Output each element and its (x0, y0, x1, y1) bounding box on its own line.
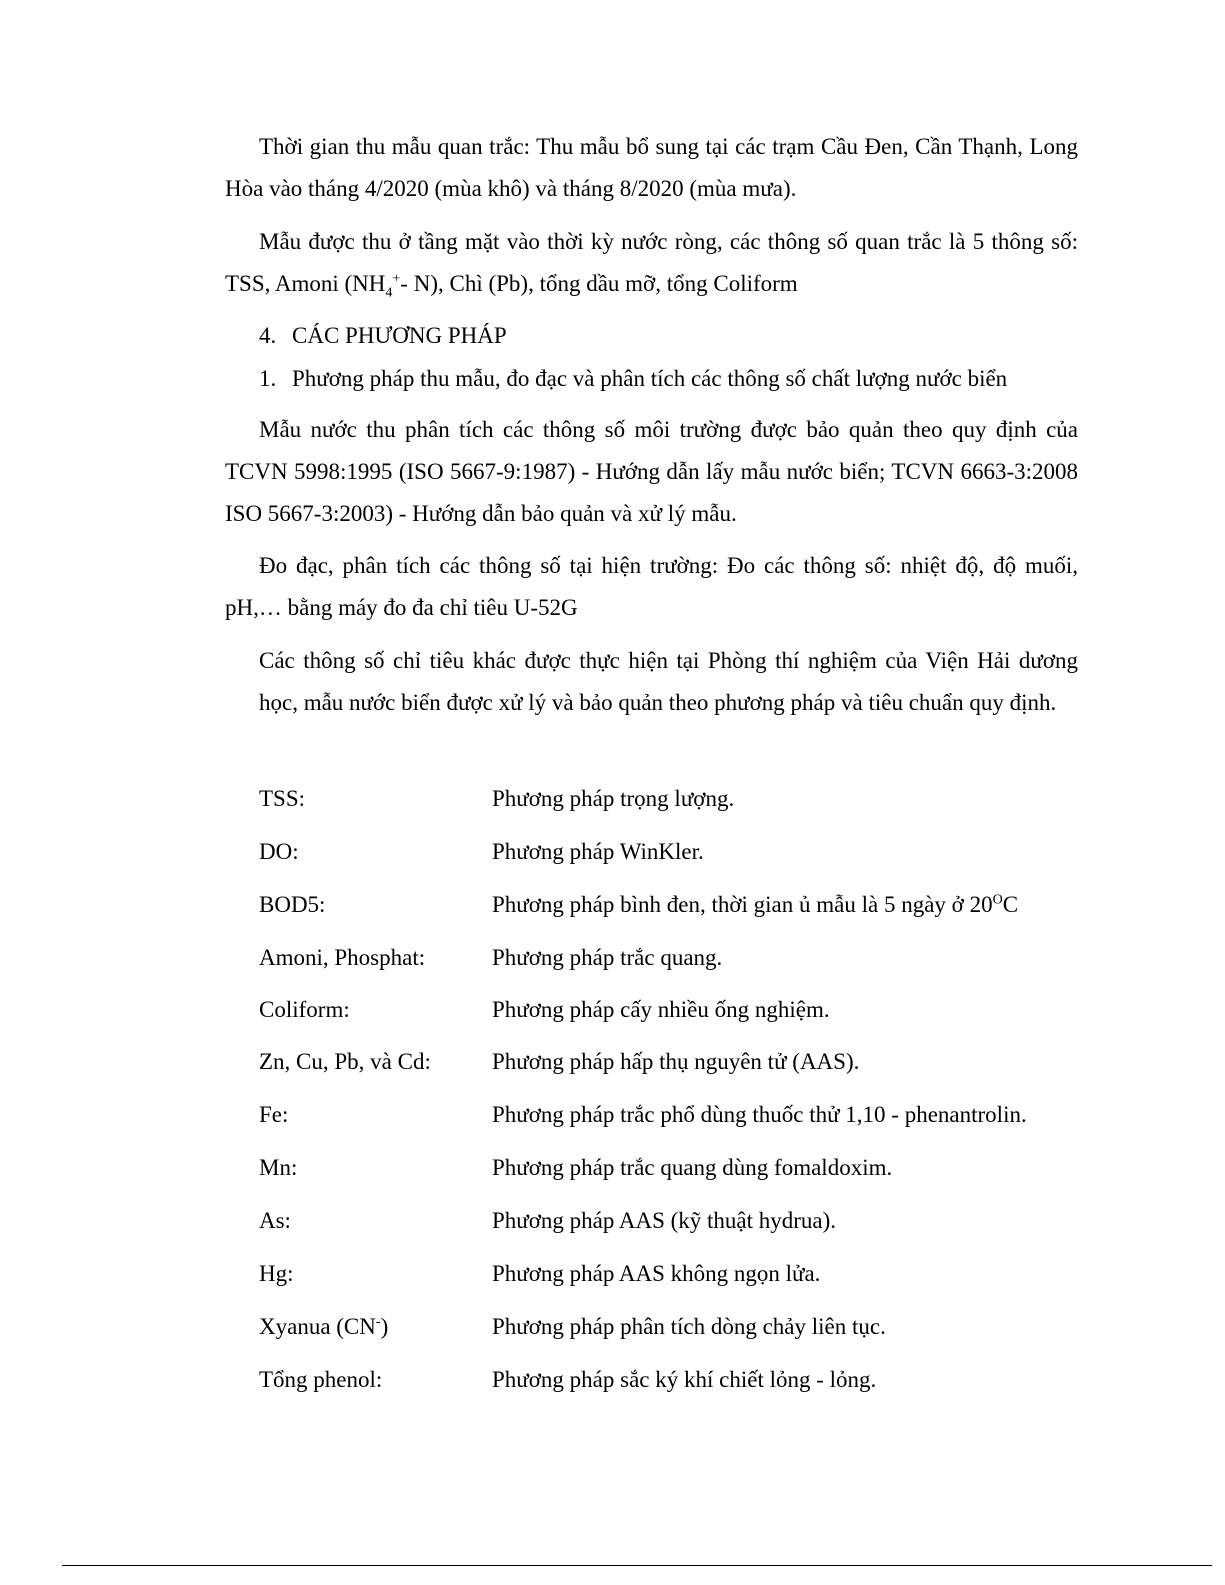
method-description: Phương pháp sắc ký khí chiết lỏng - lỏng. (492, 1367, 877, 1392)
subsection-title: Phương pháp thu mẫu, đo đạc và phân tích các thông số chất lượng nước biển (292, 366, 1008, 391)
superscript: O (992, 892, 1003, 908)
section-title: CÁC PHƯƠNG PHÁP (292, 323, 507, 348)
method-description: Phương pháp AAS (kỹ thuật hydrua). (492, 1208, 837, 1233)
subscript: 4 (385, 285, 393, 301)
parameter-text: Xyanua (CN (259, 1314, 376, 1339)
section-number: 4. (259, 323, 277, 348)
paragraph-text: Đo đạc, phân tích các thông số tại hiện trường: Đo các thông số: nhiệt độ, độ muối, pH,… bằng máy đo đa chỉ tiêu U-52G (225, 553, 1078, 620)
method-parameter: Mn: (259, 1155, 298, 1180)
method-description (492, 890, 1018, 920)
method-description: Phương pháp trắc quang. (492, 945, 723, 970)
superscript: + (392, 271, 401, 287)
paragraph-text: - N), Chì (Pb), tổng dầu mỡ, tổng Coliform (400, 271, 798, 296)
method-parameter: As: (259, 1208, 291, 1233)
section-heading (259, 321, 507, 351)
paragraph-lab-analysis (259, 640, 1078, 724)
method-parameter: Amoni, Phosphat: (259, 945, 426, 970)
paragraph-text: Mẫu được thu ở tầng mặt vào thời kỳ nước ròng, các thông số quan trắc là 5 thông số: TSS, Amoni (NH (225, 229, 1078, 296)
method-parameter (259, 1312, 388, 1342)
method-description: Phương pháp trọng lượng. (492, 786, 735, 811)
method-parameter: Fe: (259, 1102, 289, 1127)
paragraph-preservation (225, 409, 1078, 535)
method-text: Phương pháp bình đen, thời gian ủ mẫu là 5 ngày ở 20 (492, 892, 993, 917)
method-parameter: Hg: (259, 1261, 294, 1286)
paragraph-text: Các thông số chỉ tiêu khác được thực hiện tại Phòng thí nghiệm của Viện Hải dương học, mẫu nước biển được xử lý và bảo quản theo phương pháp và tiêu chuẩn quy định. (259, 648, 1078, 715)
page-bottom-rule (62, 1565, 1212, 1566)
method-parameter: DO: (259, 839, 299, 864)
paragraph-sampling-params (225, 221, 1078, 305)
subsection-heading (259, 364, 1007, 394)
method-text-tail: C (1002, 892, 1019, 917)
method-parameter: Zn, Cu, Pb, và Cd: (259, 1049, 431, 1074)
method-description: Phương pháp WinKler. (492, 839, 704, 864)
paragraph-text: Thời gian thu mẫu quan trắc: Thu mẫu bổ sung tại các trạm Cầu Đen, Cần Thạnh, Long Hòa vào tháng 4/2020 (mùa khô) và tháng 8/2020 (mùa mưa). (225, 134, 1078, 201)
method-parameter: Coliform: (259, 997, 350, 1022)
method-description: Phương pháp cấy nhiều ống nghiệm. (492, 997, 830, 1022)
method-description: Phương pháp trắc quang dùng fomaldoxim. (492, 1155, 893, 1180)
method-description: Phương pháp hấp thụ nguyên tử (AAS). (492, 1049, 860, 1074)
paragraph-sampling-time (225, 126, 1078, 210)
method-parameter: Tổng phenol: (259, 1367, 383, 1392)
superscript: - (375, 1314, 381, 1330)
method-parameter: BOD5: (259, 892, 326, 917)
paragraph-text: Mẫu nước thu phân tích các thông số môi trường được bảo quản theo quy định của TCVN 5998:1995 (ISO 5667-9:1987) - Hướng dẫn lấy mẫu nước biển; TCVN 6663-3:2008 ISO 5667-3:2003) - Hướng dẫn bảo quản và xử lý mẫu. (225, 417, 1078, 526)
parameter-text-tail: ) (380, 1314, 389, 1339)
method-description: Phương pháp phân tích dòng chảy liên tục. (492, 1314, 886, 1339)
method-description: Phương pháp trắc phổ dùng thuốc thử 1,10 - phenantrolin. (492, 1102, 1027, 1127)
method-parameter: TSS: (259, 786, 306, 811)
paragraph-field-measurement (225, 545, 1078, 629)
subsection-number: 1. (259, 366, 277, 391)
method-description: Phương pháp AAS không ngọn lửa. (492, 1261, 821, 1286)
